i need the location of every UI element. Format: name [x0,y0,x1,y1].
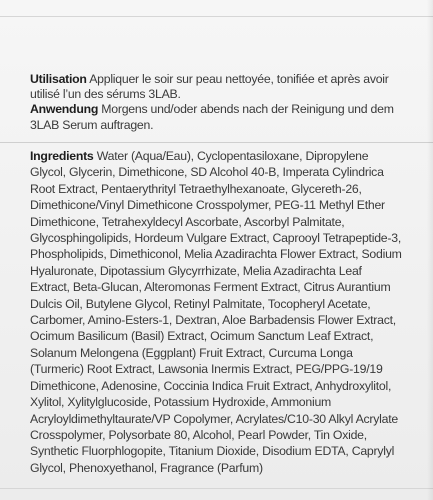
anwendung-heading: Anwendung [30,102,99,117]
utilisation-paragraph [30,72,402,102]
box-edge-shadow [427,0,433,500]
top-divider [0,16,433,17]
usage-section [30,72,402,133]
ingredients-list: Water (Aqua/Eau), Cyclopentasiloxane, Dipropylene Glycol, Glycerin, Dimethicone, SD Alcohol 40-B, Imperata Cylindrica Root Extract, Pentaerythrityl Tetraethylhexanoate, Glycereth-26, Dimethicone/Vinyl Dimethicone Crosspolymer, PEG-11 Methyl Ether Dimethicone, Tetrahexyldecyl Ascorbate, Ascorbyl Palmitate, Glycosphingolipids, Hordeum Vulgare Extract, Caprooyl Tetrapeptide-3, Phospholipids, Dimethiconol, Melia Azadirachta Flower Extract, Sodium Hyaluronate, Dipotassium Glycyrrhizate, Melia Azadirachta Leaf Extract, Beta-Glucan, Alteromonas Ferment Extract, Citrus Aurantium Dulcis Oil, Butylene Glycol, Retinyl Palmitate, Tocopheryl Acetate, Carbomer, Amino-Esters-1, Dextran, Aloe Barbadensis Flower Extract, Ocimum Basilicum (Basil) Extract, Ocimum Sanctum Leaf Extract, Solanum Melongena (Eggplant) Fruit Extract, Curcuma Longa (Turmeric) Root Extract, Lawsonia Inermis Extract, PEG/PPG-19/19 Dimethicone, Adenosine, Coccinia Indica Fruit Extract, Anhydroxylitol, Xylitol, Xylitylglucoside, Potassium Hydroxide, Ammonium Acryloyldimethyltaurate/VP Copolymer, Acrylates/C10-30 Alkyl Acrylate Crosspolymer, Polysorbate 80, Alcohol, Pearl Powder, Tin Oxide, Synthetic Fluorphlogopite, Titanium Dioxide, Disodium EDTA, Caprylyl Glycol, Phenoxyethanol, Fragrance (Parfum) [30,149,402,475]
bottom-divider [0,488,433,489]
anwendung-paragraph [30,102,402,132]
utilisation-heading: Utilisation [30,72,87,86]
ingredients-paragraph [30,148,402,476]
ingredients-section [30,148,402,476]
anwendung-text: Morgens und/oder abends nach der Reinigung und dem 3LAB Serum auftragen. [30,102,394,132]
utilisation-text: Appliquer le soir sur peau nettoyée, tonifiée et après avoir utilisé l’un des sérums 3LAB. [30,72,389,102]
ingredients-heading: Ingredients [30,149,94,163]
section-divider [0,142,433,143]
